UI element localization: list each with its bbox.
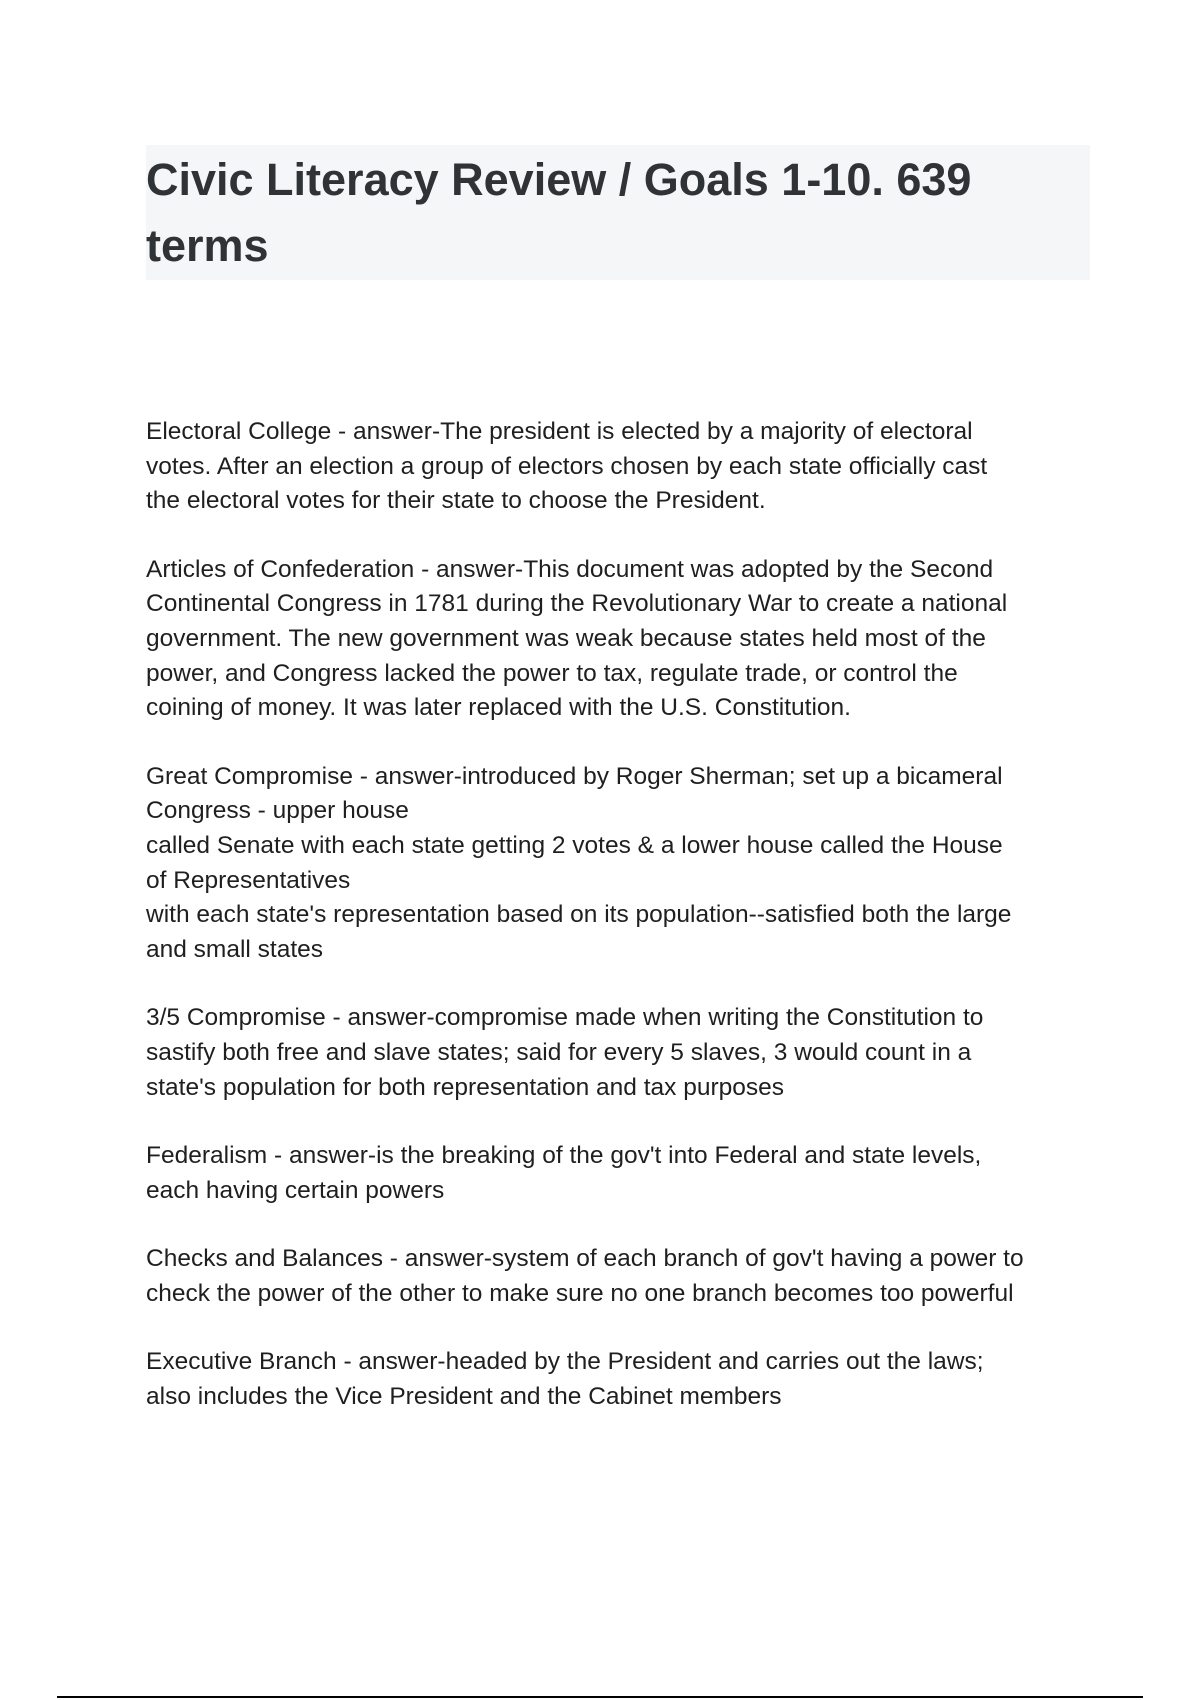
term-checks-and-balances: Checks and Balances - answer-system of each branch of gov't having a power to check the power of the other to make sure no one branch becomes too powerful (146, 1245, 1024, 1307)
term-electoral-college: Electoral College - answer-The president is elected by a majority of electoral votes. After an election a group of electors chosen by each state officially cast the electoral votes for their state to choose the President. (146, 418, 988, 515)
title-banner (146, 145, 1090, 280)
term-federalism: Federalism - answer-is the breaking of the gov't into Federal and state levels, each having certain powers (146, 1142, 982, 1204)
term-articles-of-confederation: Articles of Confederation - answer-This document was adopted by the Second Continental Congress in 1781 during the Revolutionary War to create a national government. The new government was weak because states held most of the power, and Congress lacked the power to tax, regulate trade, or control the coining of money. It was later replaced with the U.S. Constitution. (146, 555, 1008, 722)
term-executive-branch: Executive Branch - answer-headed by the President and carries out the laws; also includes the Vice President and the Cabinet members (146, 1348, 984, 1411)
term-great-compromise: Great Compromise - answer-introduced by Roger Sherman; set up a bicameral Congress - upper house called Senate with each state getting 2 votes & a lower house called the House of Representatives with each state's representation based on its population--satisfied both the large and small states (146, 762, 1012, 963)
document-title: Civic Literacy Review / Goals 1-10. 639 terms (146, 154, 972, 271)
term-three-fifths-compromise: 3/5 Compromise - answer-compromise made when writing the Constitution to sastify both free and slave states; said for every 5 slaves, 3 would count in a state's population for both representation and tax purposes (146, 1004, 984, 1101)
terms-list (146, 415, 1096, 1449)
page-bottom-divider (57, 1696, 1143, 1698)
